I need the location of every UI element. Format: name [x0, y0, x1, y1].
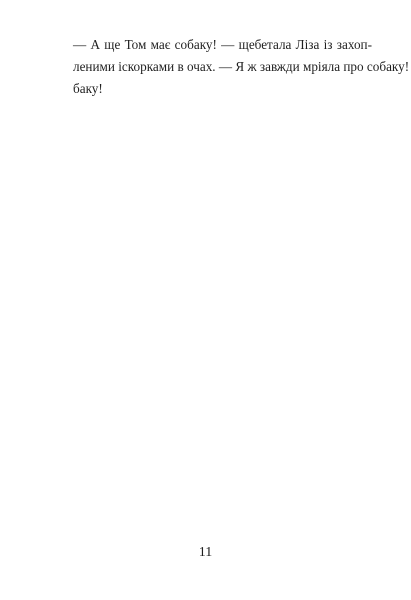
text-line: — А ще Том має собаку! — щебетала Ліза із захоп- [73, 37, 372, 52]
paragraph [62, 34, 410, 100]
page-number: 11 [198, 545, 213, 560]
text-line: леними іскорками в очах. — Я ж завжди мріяла про собаку! [73, 59, 410, 74]
story-text [62, 34, 410, 100]
text-line: баку! [73, 81, 103, 96]
